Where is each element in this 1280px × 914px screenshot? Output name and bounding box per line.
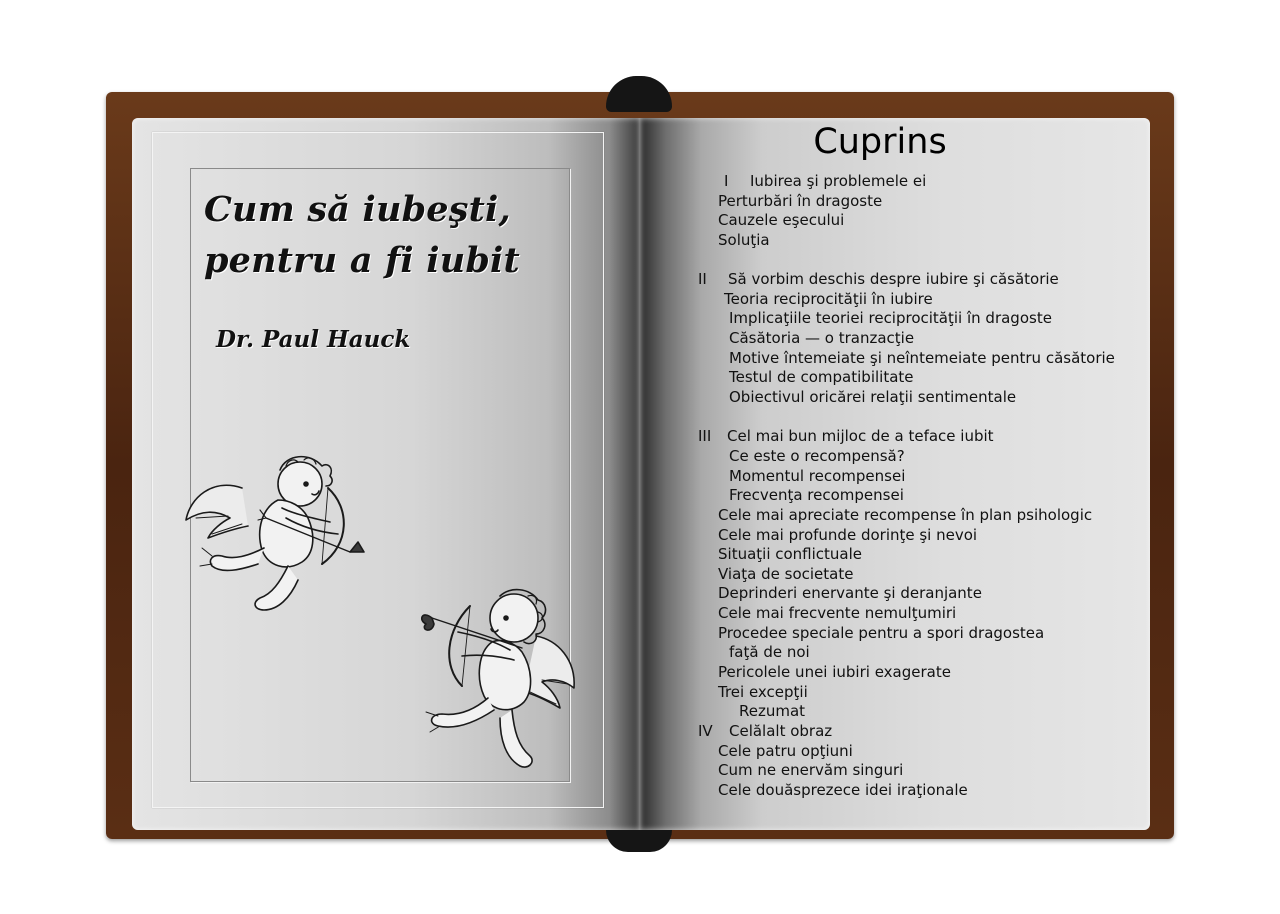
toc-entry <box>698 290 1115 310</box>
toc-entry <box>698 761 1115 781</box>
toc-entry <box>698 742 1115 762</box>
toc-entry-label: Ce este o recompensă? <box>729 446 905 465</box>
cupid-illustration-icon <box>418 584 578 774</box>
toc-entry-label: Obiectivul oricărei relaţii sentimentale <box>729 388 1017 407</box>
toc-entry <box>698 329 1115 349</box>
cupid-illustration-icon <box>182 448 372 613</box>
toc-entry-label: Teoria reciprocităţii în iubire <box>724 289 933 308</box>
toc-entry-label: Procedee speciale pentru a spori dragostea <box>718 623 1045 642</box>
right-page <box>640 118 1150 830</box>
toc-entry <box>698 172 1115 192</box>
toc-entry-label: Cele mai apreciate recompense în plan psihologic <box>718 505 1093 524</box>
toc-entry <box>698 231 1115 251</box>
book-spine-top <box>606 76 672 112</box>
toc-entry-label: Situaţii conflictuale <box>718 545 863 564</box>
toc-entry <box>698 781 1115 801</box>
toc-entry <box>698 486 1115 506</box>
toc-entry-label: Cele mai profunde dorinţe şi nevoi <box>718 525 978 544</box>
toc-entry <box>698 192 1115 212</box>
toc-entry-label: Iubirea şi problemele ei <box>750 172 927 190</box>
toc-entry <box>698 368 1115 388</box>
toc-entry-label: Motive întemeiate şi neîntemeiate pentru căsătorie <box>729 348 1115 367</box>
toc-heading: Cuprins <box>813 122 947 162</box>
toc-entry <box>698 427 1115 447</box>
toc-entry-label: Să vorbim deschis despre iubire şi căsătorie <box>728 270 1059 289</box>
toc-entry-label: Cum ne enervăm singuri <box>718 761 904 780</box>
toc-entry <box>698 447 1115 467</box>
toc-entry <box>698 388 1115 408</box>
toc-entry <box>698 584 1115 604</box>
toc-entry-number: I <box>724 172 729 190</box>
cover-title <box>204 184 564 286</box>
toc-entry-label: Perturbări în dragoste <box>718 191 883 210</box>
toc-entry-number: II <box>698 270 707 289</box>
toc-entry-label: Frecvenţa recompensei <box>729 486 904 505</box>
toc-entry-label: Cele douăsprezece idei iraţionale <box>718 780 968 799</box>
toc-entry <box>698 309 1115 329</box>
toc-entry-label: Testul de compatibilitate <box>729 368 914 387</box>
toc-entry <box>698 467 1115 487</box>
toc-entry <box>698 722 1115 742</box>
cover-author: Dr. Paul Hauck <box>216 326 411 353</box>
toc-entry <box>698 643 1115 663</box>
toc-entry-label: Momentul recompensei <box>729 466 906 485</box>
cover-title-line-1: Cum să iubeşti, <box>204 189 511 230</box>
toc-entry <box>698 270 1115 290</box>
toc-entry-label: Cele patru opţiuni <box>718 741 853 760</box>
toc-entry <box>698 211 1115 231</box>
toc-entry-label: Trei excepţii <box>718 682 808 701</box>
toc-list <box>698 172 1115 801</box>
toc-entry-label: Viaţa de societate <box>718 564 854 583</box>
toc-entry-label: faţă de noi <box>729 643 810 662</box>
toc-entry <box>698 663 1115 683</box>
toc-entry <box>698 506 1115 526</box>
toc-entry <box>698 526 1115 546</box>
cover-title-line-2: pentru a fi iubit <box>204 240 520 281</box>
toc-entry-label: Cele mai frecvente nemulţumiri <box>718 604 957 623</box>
toc-entry <box>698 349 1115 369</box>
toc-entry <box>698 545 1115 565</box>
toc-entry-label: Cel mai bun mijloc de a teface iubit <box>727 427 994 446</box>
toc-entry <box>698 624 1115 644</box>
toc-entry-label: Pericolele unei iubiri exagerate <box>718 663 951 682</box>
toc-entry-label: Celălalt obraz <box>729 721 833 740</box>
toc-entry <box>698 604 1115 624</box>
toc-entry-number: IV <box>698 721 713 740</box>
left-page <box>132 118 640 830</box>
toc-entry-label: Soluţia <box>718 230 770 249</box>
toc-entry-label: Rezumat <box>739 702 806 721</box>
toc-entry <box>698 702 1115 722</box>
toc-entry-label: Cauzele eşecului <box>718 211 845 230</box>
toc-entry-label: Deprinderi enervante şi deranjante <box>718 584 982 603</box>
toc-entry <box>698 565 1115 585</box>
toc-entry-label: Implicaţiile teoriei reciprocităţii în dragoste <box>729 309 1052 328</box>
toc-entry-label: Căsătoria — o tranzacţie <box>729 329 915 348</box>
toc-entry-number: III <box>698 427 712 446</box>
toc-entry <box>698 683 1115 703</box>
